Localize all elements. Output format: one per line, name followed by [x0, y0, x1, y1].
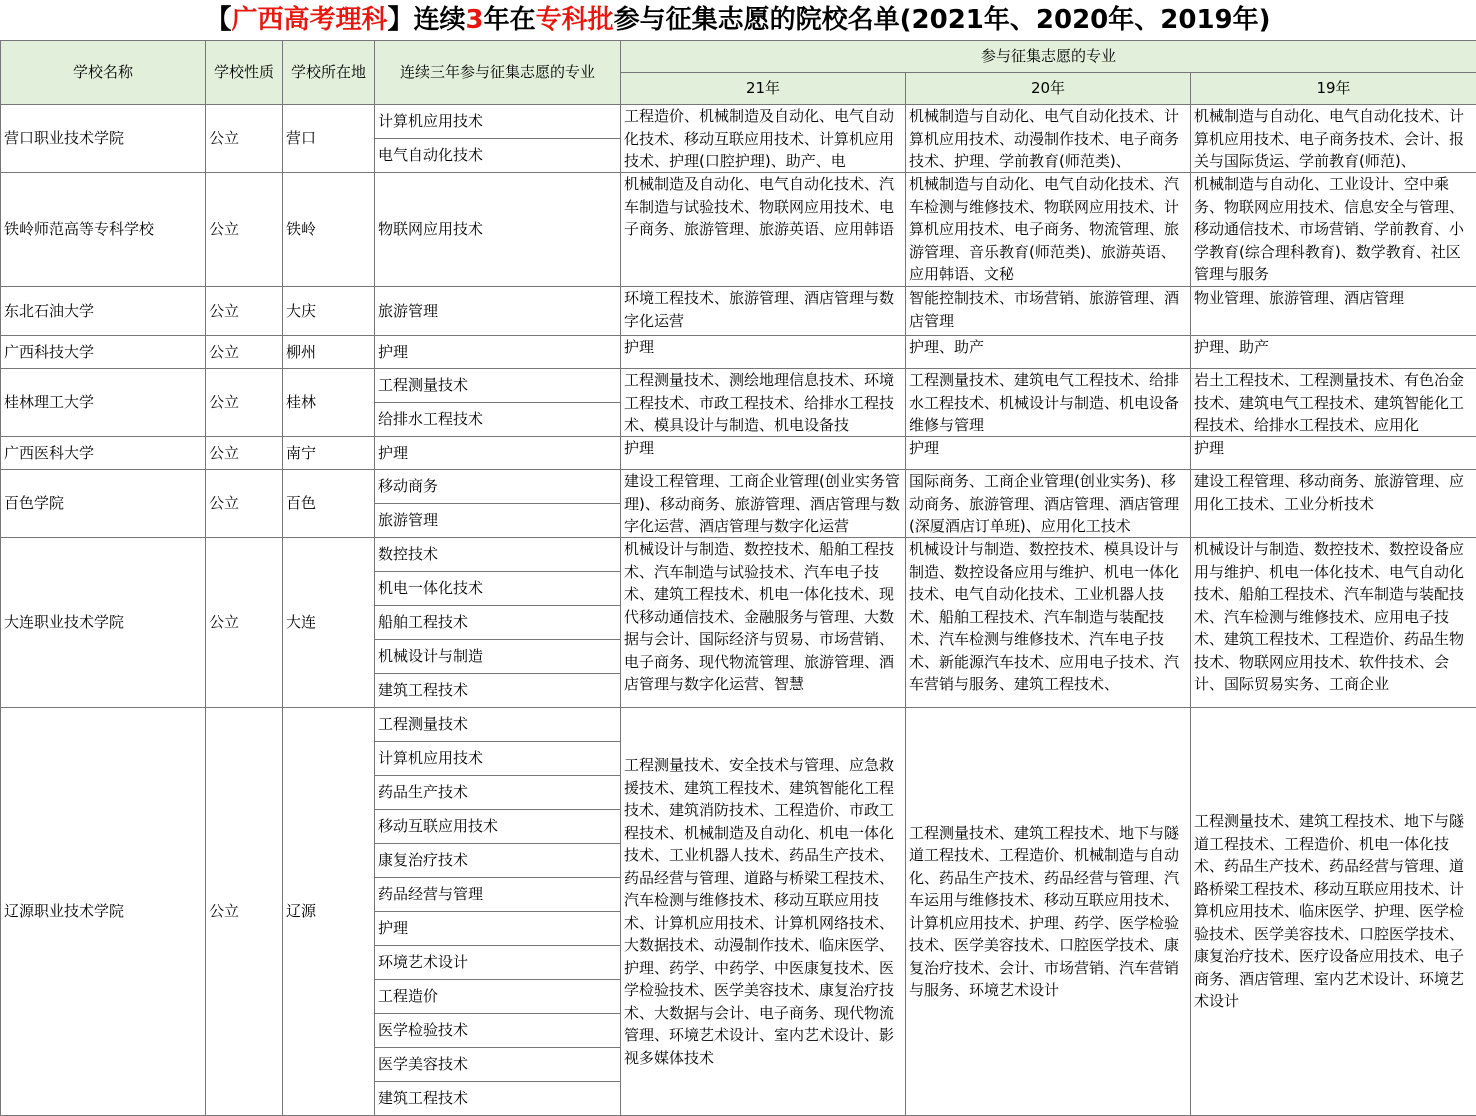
- major-cell: 建筑工程技术: [375, 674, 621, 708]
- majors-y19-cell: [1191, 336, 1476, 369]
- school-name-cell: 东北石油大学: [1, 287, 206, 336]
- majors-y19-text: 护理: [1194, 437, 1473, 460]
- school-city-cell: 辽源: [283, 708, 375, 1116]
- table-row: [1, 287, 1476, 336]
- majors-y21-cell: [621, 470, 906, 538]
- school-name-cell: 营口职业技术学院: [1, 105, 206, 173]
- school-type-cell: 公立: [206, 369, 283, 437]
- major-cell: 医学检验技术: [375, 1014, 621, 1048]
- majors-y21-text: 建设工程管理、工商企业管理(创业实务管理)、移动商务、旅游管理、酒店管理与数字化运营、酒店管理与数字化运营: [624, 470, 902, 535]
- major-cell: 旅游管理: [375, 504, 621, 538]
- majors-y21-text: 工程测量技术、测绘地理信息技术、环境工程技术、市政工程技术、给排水工程技术、模具设计与制造、机电设备技: [624, 369, 902, 434]
- majors-y19-text: 工程测量技术、建筑工程技术、地下与隧道工程技术、工程造价、机电一体化技术、药品生产技术、药品经营与管理、道路桥梁工程技术、移动互联应用技术、计算机应用技术、临床医学、护理、医学检验技术、医学美容技术、口腔医学技术、康复治疗技术、医疗设备应用技术、电子商务、酒店管理、室内艺术设计、环境艺术设计: [1194, 810, 1473, 1013]
- table-row: [1, 105, 1476, 139]
- majors-y21-cell: [621, 287, 906, 336]
- majors-y20-text: 机械制造与自动化、电气自动化技术、计算机应用技术、动漫制作技术、电子商务技术、护理、学前教育(师范类)、: [909, 105, 1187, 170]
- school-name-cell: 百色学院: [1, 470, 206, 538]
- majors-y20-cell: [906, 538, 1191, 708]
- majors-y19-cell: [1191, 437, 1476, 470]
- header-majors-group: 参与征集志愿的专业: [621, 41, 1476, 73]
- major-cell: 电气自动化技术: [375, 139, 621, 173]
- table-row: [1, 708, 1476, 742]
- major-cell: 船舶工程技术: [375, 606, 621, 640]
- majors-y21-cell: [621, 105, 906, 173]
- major-cell: 工程测量技术: [375, 369, 621, 403]
- school-name-cell: 大连职业技术学院: [1, 538, 206, 708]
- majors-y20-cell: [906, 437, 1191, 470]
- table-row: [1, 369, 1476, 403]
- school-type-cell: 公立: [206, 470, 283, 538]
- major-cell: 医学美容技术: [375, 1048, 621, 1082]
- major-cell: 药品经营与管理: [375, 878, 621, 912]
- majors-y21-cell: [621, 173, 906, 287]
- majors-y19-text: 护理、助产: [1194, 336, 1473, 359]
- school-type-cell: 公立: [206, 336, 283, 369]
- school-type-cell: 公立: [206, 105, 283, 173]
- title-part1: 连续: [414, 5, 466, 35]
- major-cell: 机械设计与制造: [375, 640, 621, 674]
- page-title: [0, 0, 1476, 41]
- title-bracket-close: 】: [388, 5, 414, 35]
- school-type-cell: 公立: [206, 173, 283, 287]
- major-cell: 环境艺术设计: [375, 946, 621, 980]
- title-part2: 年在: [484, 5, 536, 35]
- table-row: [1, 538, 1476, 572]
- majors-y20-text: 工程测量技术、建筑工程技术、地下与隧道工程技术、工程造价、机械制造与自动化、药品生产技术、药品经营与管理、汽车运用与维修技术、移动互联应用技术、计算机应用技术、护理、药学、医学检验技术、医学美容技术、口腔医学技术、康复治疗技术、会计、市场营销、汽车营销与服务、环境艺术设计: [909, 822, 1187, 1002]
- school-city-cell: 桂林: [283, 369, 375, 437]
- major-cell: 计算机应用技术: [375, 105, 621, 139]
- header-school-name: 学校名称: [1, 41, 206, 105]
- major-cell: 工程测量技术: [375, 708, 621, 742]
- title-bracket-open: 【: [205, 5, 231, 35]
- header-three-year-majors: 连续三年参与征集志愿的专业: [375, 41, 621, 105]
- majors-y19-text: 机械制造与自动化、工业设计、空中乘务、物联网应用技术、信息安全与管理、移动通信技术、市场营销、学前教育、小学教育(综合理科教育)、数学教育、社区管理与服务: [1194, 173, 1473, 285]
- majors-y21-cell: [621, 708, 906, 1116]
- header-year-20: 20年: [906, 73, 1191, 105]
- majors-y21-cell: [621, 336, 906, 369]
- majors-y20-text: 护理、助产: [909, 336, 1187, 359]
- header-year-19: 19年: [1191, 73, 1476, 105]
- majors-y19-cell: [1191, 173, 1476, 287]
- majors-y20-cell: [906, 369, 1191, 437]
- major-cell: 护理: [375, 336, 621, 369]
- majors-y20-text: 智能控制技术、市场营销、旅游管理、酒店管理: [909, 287, 1187, 332]
- major-cell: 数控技术: [375, 538, 621, 572]
- majors-y21-text: 机械制造及自动化、电气自动化技术、汽车制造与试验技术、物联网应用技术、电子商务、旅游管理、旅游英语、应用韩语: [624, 173, 902, 241]
- table-row: [1, 437, 1476, 470]
- school-city-cell: 营口: [283, 105, 375, 173]
- majors-y19-cell: [1191, 708, 1476, 1116]
- majors-y19-cell: [1191, 470, 1476, 538]
- majors-y21-text: 工程造价、机械制造及自动化、电气自动化技术、移动互联应用技术、计算机应用技术、护理(口腔护理)、助产、电: [624, 105, 902, 170]
- majors-y20-cell: [906, 470, 1191, 538]
- majors-y21-text: 环境工程技术、旅游管理、酒店管理与数字化运营: [624, 287, 902, 332]
- school-city-cell: 大连: [283, 538, 375, 708]
- major-cell: 给排水工程技术: [375, 403, 621, 437]
- majors-y21-text: 工程测量技术、安全技术与管理、应急救援技术、建筑工程技术、建筑智能化工程技术、建筑消防技术、工程造价、市政工程技术、机械制造及自动化、机电一体化技术、工业机器人技术、药品生产技术、药品经营与管理、道路与桥梁工程技术、汽车检测与维修技术、移动互联应用技术、计算机应用技术、计算机网络技术、大数据技术、动漫制作技术、临床医学、护理、药学、中药学、中医康复技术、医学检验技术、医学美容技术、康复治疗技术、大数据与会计、电子商务、现代物流管理、环境艺术设计、室内艺术设计、影视多媒体技术: [624, 754, 902, 1069]
- majors-y19-text: 建设工程管理、移动商务、旅游管理、应用化工技术、工业分析技术: [1194, 470, 1473, 515]
- majors-y20-cell: [906, 336, 1191, 369]
- major-cell: 工程造价: [375, 980, 621, 1014]
- majors-y21-text: 护理: [624, 336, 902, 359]
- major-cell: 移动互联应用技术: [375, 810, 621, 844]
- header-row-1: [1, 41, 1476, 73]
- table-row: [1, 173, 1476, 287]
- school-type-cell: 公立: [206, 708, 283, 1116]
- school-name-cell: 辽源职业技术学院: [1, 708, 206, 1116]
- majors-y20-text: 机械制造与自动化、电气自动化技术、汽车检测与维修技术、物联网应用技术、计算机应用技术、电子商务、物流管理、旅游管理、音乐教育(师范类)、旅游英语、应用韩语、文秘: [909, 173, 1187, 285]
- title-batch: 专科批: [536, 5, 614, 35]
- majors-y20-cell: [906, 173, 1191, 287]
- major-cell: 移动商务: [375, 470, 621, 504]
- majors-y19-cell: [1191, 287, 1476, 336]
- majors-y21-cell: [621, 437, 906, 470]
- school-name-cell: 铁岭师范高等专科学校: [1, 173, 206, 287]
- majors-y20-text: 工程测量技术、建筑电气工程技术、给排水工程技术、机械设计与制造、机电设备维修与管理: [909, 369, 1187, 434]
- title-years: 3: [466, 5, 484, 35]
- school-city-cell: 百色: [283, 470, 375, 538]
- majors-y19-text: 物业管理、旅游管理、酒店管理: [1194, 287, 1473, 310]
- school-type-cell: 公立: [206, 287, 283, 336]
- title-region: 广西高考理科: [231, 5, 387, 35]
- table-row: [1, 336, 1476, 369]
- majors-y20-cell: [906, 105, 1191, 173]
- majors-y20-text: 国际商务、工商企业管理(创业实务)、移动商务、旅游管理、酒店管理、酒店管理(深厦酒店订单班)、应用化工技术: [909, 470, 1187, 535]
- school-type-cell: 公立: [206, 437, 283, 470]
- majors-y21-text: 机械设计与制造、数控技术、船舶工程技术、汽车制造与试验技术、汽车电子技术、建筑工程技术、机电一体化技术、现代移动通信技术、金融服务与管理、大数据与会计、国际经济与贸易、市场营销、电子商务、现代物流管理、旅游管理、酒店管理与数字化运营、智慧: [624, 538, 902, 696]
- school-city-cell: 铁岭: [283, 173, 375, 287]
- school-name-cell: 桂林理工大学: [1, 369, 206, 437]
- header-year-21: 21年: [621, 73, 906, 105]
- majors-y19-cell: [1191, 105, 1476, 173]
- majors-y19-text: 机械制造与自动化、电气自动化技术、计算机应用技术、电子商务技术、会计、报关与国际货运、学前教育(师范)、: [1194, 105, 1473, 170]
- majors-y19-cell: [1191, 369, 1476, 437]
- header-location: 学校所在地: [283, 41, 375, 105]
- header-school-type: 学校性质: [206, 41, 283, 105]
- majors-y19-text: 机械设计与制造、数控技术、数控设备应用与维护、机电一体化技术、电气自动化技术、船舶工程技术、汽车制造与装配技术、汽车检测与维修技术、应用电子技术、建筑工程技术、工程造价、药品生物技术、物联网应用技术、软件技术、会计、国际贸易实务、工商企业: [1194, 538, 1473, 696]
- major-cell: 建筑工程技术: [375, 1082, 621, 1116]
- major-cell: 物联网应用技术: [375, 173, 621, 287]
- majors-y19-cell: [1191, 538, 1476, 708]
- major-cell: 护理: [375, 912, 621, 946]
- school-type-cell: 公立: [206, 538, 283, 708]
- majors-y21-cell: [621, 538, 906, 708]
- table-row: [1, 470, 1476, 504]
- major-cell: 计算机应用技术: [375, 742, 621, 776]
- schools-table: [0, 40, 1476, 1116]
- major-cell: 药品生产技术: [375, 776, 621, 810]
- majors-y20-text: 机械设计与制造、数控技术、模具设计与制造、数控设备应用与维护、机电一体化技术、电气自动化技术、工业机器人技术、船舶工程技术、汽车制造与装配技术、汽车检测与维修技术、汽车电子技术、新能源汽车技术、应用电子技术、汽车营销与服务、建筑工程技术、: [909, 538, 1187, 696]
- major-cell: 护理: [375, 437, 621, 470]
- school-city-cell: 大庆: [283, 287, 375, 336]
- school-city-cell: 南宁: [283, 437, 375, 470]
- majors-y20-cell: [906, 708, 1191, 1116]
- major-cell: 机电一体化技术: [375, 572, 621, 606]
- major-cell: 康复治疗技术: [375, 844, 621, 878]
- majors-y21-cell: [621, 369, 906, 437]
- school-name-cell: 广西科技大学: [1, 336, 206, 369]
- major-cell: 旅游管理: [375, 287, 621, 336]
- majors-y21-text: 护理: [624, 437, 902, 460]
- school-name-cell: 广西医科大学: [1, 437, 206, 470]
- majors-y20-cell: [906, 287, 1191, 336]
- school-city-cell: 柳州: [283, 336, 375, 369]
- majors-y19-text: 岩土工程技术、工程测量技术、有色冶金技术、建筑电气工程技术、建筑智能化工程技术、给排水工程技术、应用化: [1194, 369, 1473, 434]
- majors-y20-text: 护理: [909, 437, 1187, 460]
- title-part3: 参与征集志愿的院校名单(2021年、2020年、2019年): [614, 5, 1271, 35]
